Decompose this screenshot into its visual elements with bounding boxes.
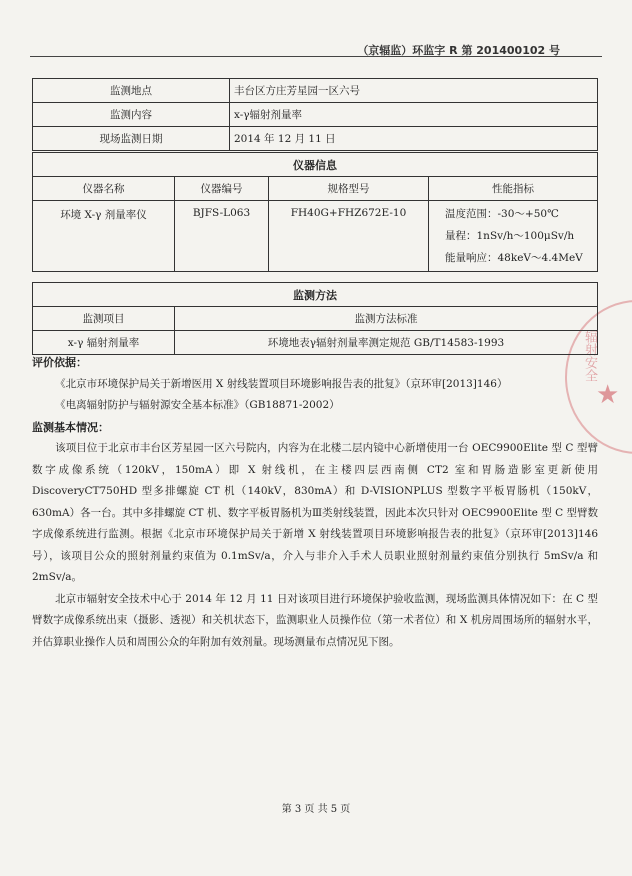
instrument-table [32,152,598,272]
instrument-model: FH40G+FHZ672E-10 [269,201,429,272]
situation-paragraph: 该项目位于北京市丰台区芳星园一区六号院内，内容为在北楼二层内镜中心新增使用一台 OEC9900Elite 型 C 型臂数字成像系统（120kV，150mA）即 X 射线机，在主楼四层西南侧 CT2 室和胃肠造影室更新使用 DiscoveryCT750HD 型多排螺旋 CT 机（140kV，830mA）和 D-VISIONPLUS 型数字平板胃肠机（150kV，630mA）各一台。其中多排螺旋 CT 机、数字平板胃肠机为Ⅲ类射线装置，因此本次只针对 OEC9900Elite 型 C 型臂数字成像系统进行监测。根据《北京市环境保护局关于新增 X 射线装置项目环境影响报告表的批复》（京环审[2013]146 号），该项目公众的照射剂量约束值为 0.1mSv/a，介入与非介入手术人员职业照射剂量约束值分别执行 5mSv/a 和 2mSv/a。 [32,442,598,583]
instrument-specs [429,201,598,272]
column-header: 仪器编号 [175,177,269,201]
document-number: （京辐监）环监字 R 第 201400102 号 [357,44,560,57]
situation-paragraph: 北京市辐射安全技术中心于 2014 年 12 月 11 日对该项目进行环境保护验收监测，现场监测具体情况如下：在 C 型臂数字成像系统出束（摄影、透视）和关机状态下，监测职业人员操作位（第一术者位）和 X 机房周围场所的辐射水平，并估算职业操作人员和周围公众的年附加有效剂量。现场测量布点情况见下图。 [32,592,598,648]
stamp-text: 辐射安全 [582,330,597,382]
report-body [32,352,598,653]
date-label: 现场监测日期 [33,127,230,151]
column-header: 监测方法标准 [175,307,598,331]
table-row [33,331,598,355]
situation-heading: 监测基本情况： [32,420,109,434]
evaluation-heading: 评价依据： [32,356,87,369]
page-footer: 第 3 页 共 5 页 [281,804,351,815]
column-header: 规格型号 [269,177,429,201]
column-header: 性能指标 [429,177,598,201]
instrument-name: 环境 X-γ 剂量率仪 [33,201,175,272]
evaluation-basis-item: 《北京市环境保护局关于新增医用 X 射线装置项目环境影响报告表的批复》（京环审[2013]146） [55,377,508,390]
header-rule [30,56,602,57]
evaluation-basis-item: 《电离辐射防护与辐射源安全基本标准》（GB18871-2002） [55,399,340,411]
instrument-number: BJFS-L063 [175,201,269,272]
content-value: x-γ辐射剂量率 [230,103,598,127]
column-header: 仪器名称 [33,177,175,201]
spec-line: 量程：1nSv/h～100μSv/h [445,230,575,242]
method-section-title: 监测方法 [33,283,598,307]
spec-line: 能量响应：48keV～4.4MeV [445,252,583,264]
table-row [33,127,598,151]
table-row [33,201,598,272]
method-standard: 环境地表γ辐射剂量率测定规范 GB/T14583-1993 [175,331,598,355]
table-row [33,177,598,201]
date-value: 2014 年 12 月 11 日 [230,127,598,151]
method-item: x-γ 辐射剂量率 [33,331,175,355]
table-row [33,283,598,307]
table-row [33,307,598,331]
instrument-section-title: 仪器信息 [33,153,598,177]
method-table [32,282,598,355]
info-table [32,78,598,151]
location-label: 监测地点 [33,79,230,103]
stamp-star-icon: ★ [596,380,620,410]
table-row [33,79,598,103]
content-label: 监测内容 [33,103,230,127]
table-row [33,153,598,177]
location-value: 丰台区方庄芳星园一区六号 [230,79,598,103]
column-header: 监测项目 [33,307,175,331]
table-row [33,103,598,127]
spec-line: 温度范围：-30～+50℃ [445,208,559,220]
